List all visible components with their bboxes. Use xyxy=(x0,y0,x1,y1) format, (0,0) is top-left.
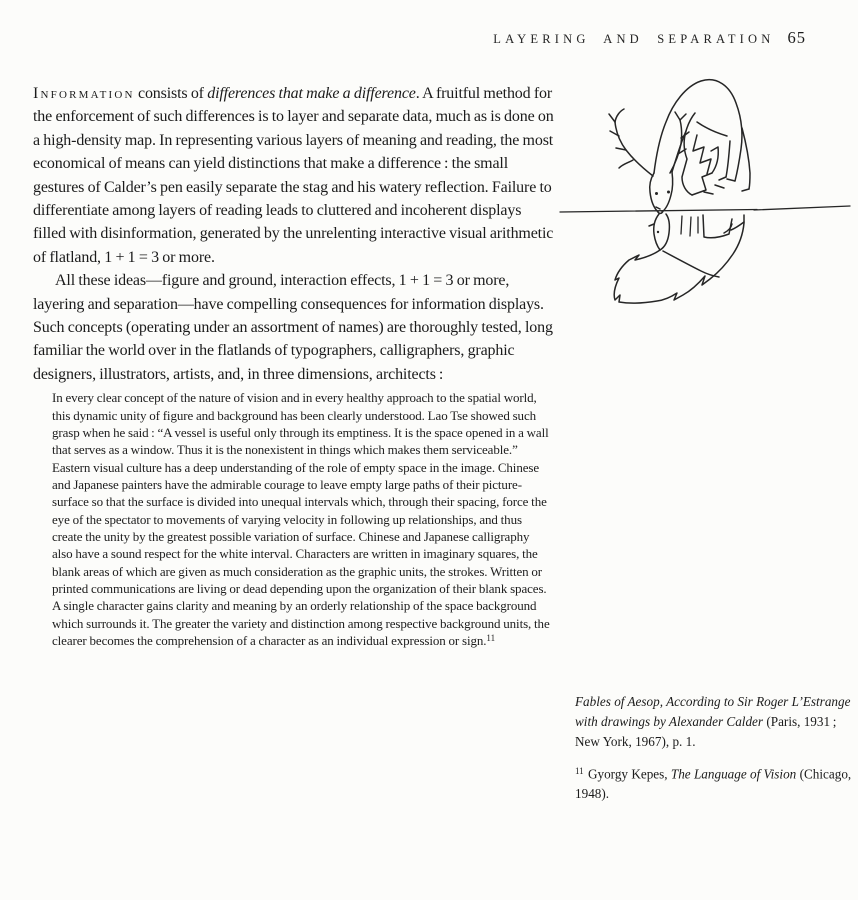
footnote-publication: (Chicago, 1948). xyxy=(575,766,852,802)
waterline xyxy=(560,206,850,212)
lead-word: Information xyxy=(33,85,135,102)
para1-text-a: consists of xyxy=(134,85,208,102)
calder-illustration xyxy=(558,73,858,305)
para1-italic-phrase: differences that make a difference xyxy=(207,85,416,102)
page-number: 65 xyxy=(787,28,806,47)
figure-caption xyxy=(575,692,858,751)
para1-text-b: . A fruitful method for the enforcement of such differences is to layer and separate data, much as is done on a high-density map. In representing various layers of meaning and reading, the most economical of means can yield distinctions that make a difference : the small gestures of Calder’s pen easily separate the stag and his watery reflection. Failure to differentiate among layers of reading leads to cluttered and incoherent displays filled with disinformation, generated by the unrelenting interactive visual arithmetic of flatland, 1 + 1 = 3 or more. xyxy=(33,85,554,266)
paragraph-1 xyxy=(33,82,555,269)
paragraph-2: All these ideas—figure and ground, interaction effects, 1 + 1 = 3 or more, layering and separation—have compelling consequences for information displays. Such concepts (operating under an assortment of names) are thoroughly tested, long familiar the world over in the flatlands of typographers, calligraphers, graphic designers, illustrators, artists, and, in three dimensions, architects : xyxy=(33,272,553,383)
reflection-below-water xyxy=(614,214,744,303)
footnote-reference-11: 11 xyxy=(486,633,496,644)
footnote-author: Gyorgy Kepes, xyxy=(584,766,671,782)
caption-title: Fables of Aesop, According to Sir Roger L’Estrange with drawings by Alexander Calder xyxy=(575,694,851,729)
footnote-work-title: The Language of Vision xyxy=(670,766,797,782)
stag-above-water xyxy=(609,80,750,214)
stag-reflection-drawing xyxy=(558,73,858,305)
main-text-column xyxy=(33,82,555,649)
chapter-title: LAYERING AND SEPARATION xyxy=(493,32,775,46)
running-head xyxy=(493,28,806,48)
kepes-block-quotation xyxy=(52,389,552,649)
footnote-11 xyxy=(575,762,858,804)
footnote-marker: 11 xyxy=(575,766,584,776)
quotation-text: In every clear concept of the nature of vision and in every healthy approach to the spatial world, this dynamic unity of figure and background has been clearly understood. Lao Tse showed such grasp when he said : “A vessel is useful only through its emptiness. It is the space opened in a wall that serves as a window. Thus it is the nonexistent in things which makes them serviceable.” Eastern visual culture has a deep understanding of the role of empty space in the image. Chinese and Japanese painters have the admirable courage to leave empty large paths of their picture-surface so that the surface is divided into unequal intervals which, through their spacing, force the eye of the spectator to movements of varying velocity in following up relationships, and thus create the unity by the greatest possible variation of surface. Chinese and Japanese calligraphy also have a sound respect for the white interval. Characters are written in imaginary squares, the blank areas of which are given as much consideration as the graphic units, the strokes. Written or printed communications are living or dead depending upon the organization of their blank spaces. A single character gains clarity and meaning by an orderly relationship of the space background which surrounds it. The greater the variety and distinction among respective background units, the clearer becomes the comprehension of a character as an individual expression or sign. xyxy=(52,390,550,649)
caption-publication: (Paris, 1931 ; New York, 1967), p. 1. xyxy=(575,713,837,749)
